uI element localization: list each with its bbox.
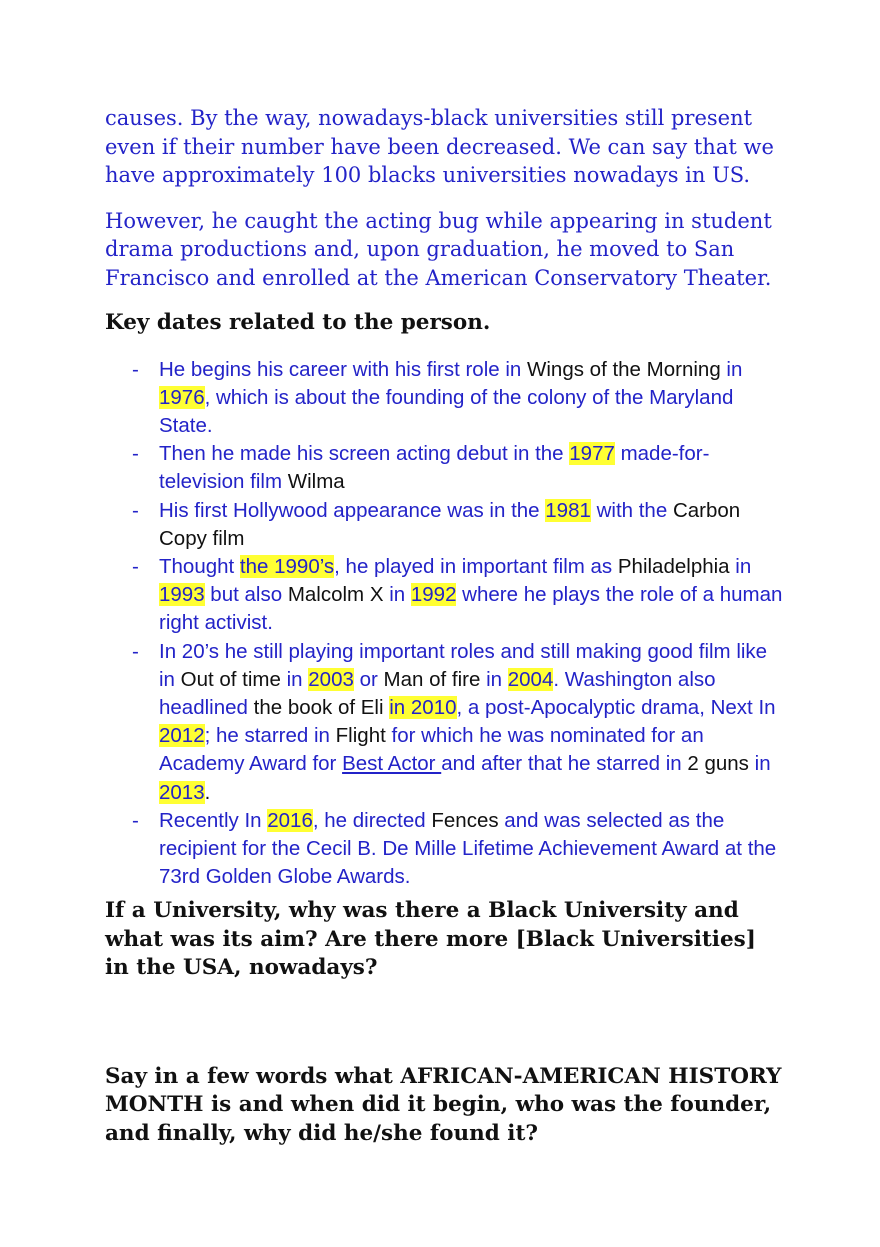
highlighted-date: in 2010 (389, 695, 457, 719)
question-black-university: If a University, why was there a Black University and what was its aim? Are there more [Black Universities] in the USA, nowadays? (105, 898, 756, 981)
list-bullet-dash: - (132, 442, 139, 466)
date-item-text: His first Hollywood appearance was in the (159, 498, 546, 522)
date-item-text: in (729, 554, 752, 578)
date-item-text: but also (204, 583, 288, 607)
film-title: Wilma (287, 470, 345, 494)
highlighted-date: 1992 (410, 583, 457, 607)
highlighted-date: the 1990’s (239, 554, 335, 578)
document-page (105, 104, 785, 1148)
date-item-text: in (480, 667, 508, 691)
highlighted-date: 1976 (159, 385, 205, 409)
film-title: Malcolm X (287, 583, 384, 607)
date-item-text: . Washington also headlined (159, 667, 716, 719)
list-bullet-dash: - (132, 554, 139, 578)
key-date-item (105, 807, 785, 892)
film-title: Flight (335, 724, 386, 748)
highlighted-date: 2016 (267, 808, 313, 832)
date-item-text: Then he made his screen acting debut in the (159, 442, 570, 466)
list-bullet-dash: - (132, 357, 139, 381)
highlighted-date: 2003 (308, 667, 354, 691)
key-dates-list (105, 356, 785, 892)
film-title: Out of time (180, 667, 281, 691)
film-title: . (204, 780, 211, 804)
date-item-text: , which is about the founding of the colony of the Maryland State. (159, 385, 734, 437)
date-item-text: Recently In (159, 808, 268, 832)
date-item-text: , he played in important film as (334, 554, 618, 578)
list-bullet-dash: - (132, 639, 139, 663)
date-item-text: or (353, 667, 384, 691)
key-date-item (105, 497, 785, 553)
date-item-text: ; he starred in (204, 724, 336, 748)
highlighted-date: 1993 (159, 583, 205, 607)
date-item-text: in (720, 357, 743, 381)
film-title: Fences (431, 808, 499, 832)
highlighted-date: 2004 (507, 667, 554, 691)
date-item-text: in (748, 752, 771, 776)
film-title: the book of Eli (253, 695, 384, 719)
key-date-item (105, 553, 785, 638)
highlighted-date: 2012 (159, 724, 205, 748)
film-title: 2 guns (687, 752, 749, 776)
key-date-item (105, 440, 785, 496)
date-item-text: made-for-television film (159, 442, 710, 494)
highlighted-date: 2013 (159, 780, 205, 804)
highlighted-date: 1981 (545, 498, 591, 522)
highlighted-date: 1977 (569, 442, 615, 466)
film-title: Philadelphia (617, 554, 730, 578)
key-date-item (105, 356, 785, 441)
list-bullet-dash: - (132, 498, 139, 522)
date-item-text: , a post-Apocalyptic drama, Next In (456, 695, 776, 719)
date-item-text: in (383, 583, 411, 607)
date-item-text: where he plays the role of a human right activist. (159, 583, 783, 635)
film-title: Man of fire (383, 667, 481, 691)
date-item-text: and was selected as the recipient for the Cecil B. De Mille Lifetime Achievement Award at the 73rd Golden Globe Awards. (159, 808, 777, 889)
date-item-text: for which he was nominated for an Academy Award for (159, 724, 704, 776)
question-history-month: Say in a few words what AFRICAN-AMERICAN HISTORY MONTH is and when did it begin, who was the founder, and finally, why did he/she found it? (105, 1063, 782, 1146)
date-item-text: He begins his career with his first role in (159, 357, 528, 381)
date-item-text: and after that he starred in (441, 752, 688, 776)
film-title: Carbon Copy film (159, 498, 741, 550)
key-dates-heading: Key dates related to the person. (105, 310, 491, 335)
date-item-text: In 20’s he still playing important roles and still making good film like in (159, 639, 768, 691)
film-title: Wings of the Morning (527, 357, 721, 381)
date-item-text: in (280, 667, 309, 691)
date-item-text: , he directed (312, 808, 432, 832)
best-actor-link[interactable]: Best Actor (342, 752, 442, 776)
date-item-text: Thought (159, 554, 240, 578)
list-bullet-dash: - (132, 808, 139, 832)
date-item-text: with the (590, 498, 673, 522)
key-date-item (105, 638, 785, 807)
paragraph-acting-bug: However, he caught the acting bug while appearing in student drama productions and, upon graduation, he moved to San Francisco and enrolled at the American Conservatory Theater. (105, 208, 772, 290)
paragraph-universities: causes. By the way, nowadays-black universities still present even if their number have been decreased. We can say that we have approximately 100 blacks universities nowadays in US. (105, 106, 774, 187)
